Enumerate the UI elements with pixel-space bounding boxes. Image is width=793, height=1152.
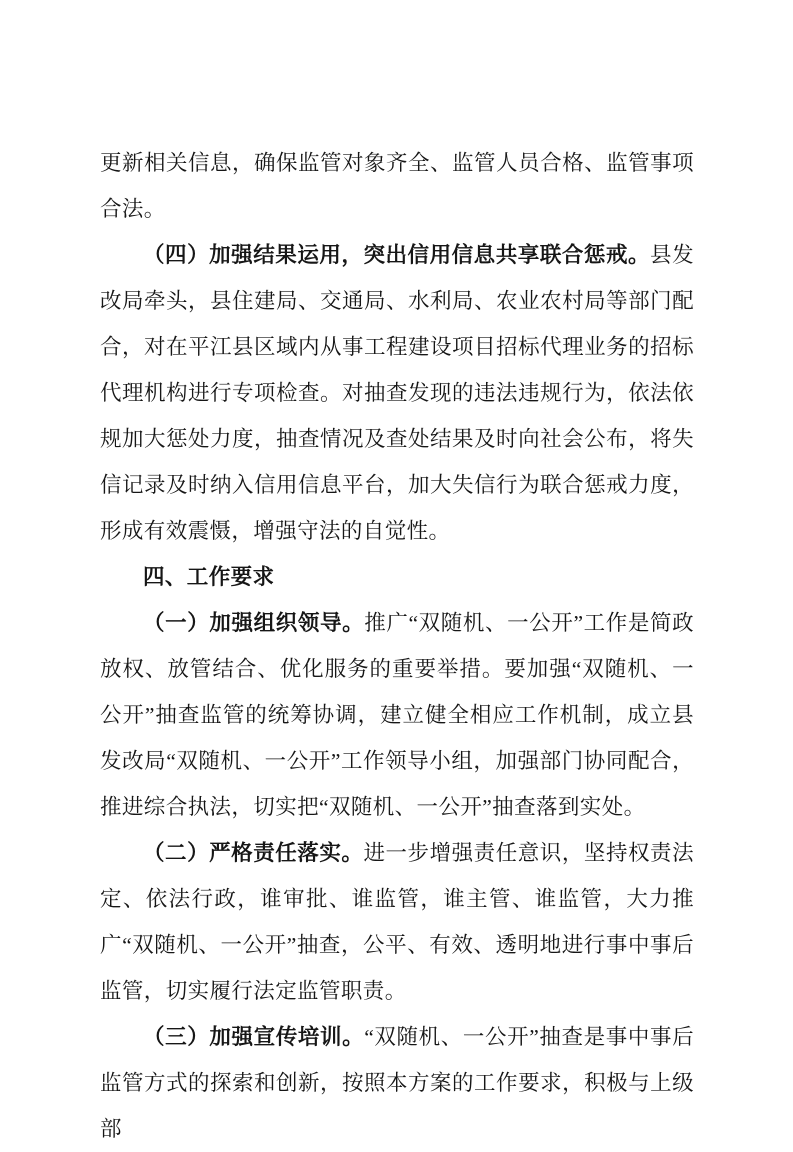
paragraph-lead: （三）加强宣传培训。 <box>143 1025 365 1049</box>
paragraph-lead: （二）严格责任落实。 <box>143 841 364 865</box>
paragraph <box>100 830 694 1014</box>
paragraph-text: “双随机、一公开”抽查是事中事后监管方式的探索和创新，按照本方案的工作要求，积极与上级部 <box>100 1025 694 1141</box>
paragraph <box>100 232 694 554</box>
paragraph-text: 更新相关信息，确保监管对象齐全、监管人员合格、监管事项合法。 <box>100 151 694 221</box>
paragraph-text: 进一步增强责任意识，坚持权责法定、依法行政，谁审批、谁监管，谁主管、谁监管，大力推广“双随机、一公开”抽查，公平、有效、透明地进行事中事后监管，切实履行法定监管职责。 <box>100 841 694 1003</box>
paragraph <box>100 140 694 232</box>
paragraph-lead: （四）加强结果运用，突出信用信息共享联合惩戒。 <box>143 243 651 267</box>
paragraph <box>100 1014 694 1152</box>
paragraph-text: 推广“双随机、一公开”工作是简政放权、放管结合、优化服务的重要举措。要加强“双随机、一公开”抽查监管的统筹协调，建立健全相应工作机制，成立县发改局“双随机、一公开”工作领导小组，加强部门协同配合，推进综合执法，切实把“双随机、一公开”抽查落到实处。 <box>100 611 694 819</box>
section-heading <box>100 554 694 600</box>
paragraph-lead: （一）加强组织领导。 <box>143 611 365 635</box>
paragraph <box>100 600 694 830</box>
section-heading-text: 四、工作要求 <box>143 565 275 589</box>
paragraph-text: 县发改局牵头，县住建局、交通局、水利局、农业农村局等部门配合，对在平江县区域内从事工程建设项目招标代理业务的招标代理机构进行专项检查。对抽查发现的违法违规行为，依法依规加大惩处力度，抽查情况及查处结果及时向社会公布，将失信记录及时纳入信用信息平台，加大失信行为联合惩戒力度，形成有效震慑，增强守法的自觉性。 <box>100 243 694 543</box>
